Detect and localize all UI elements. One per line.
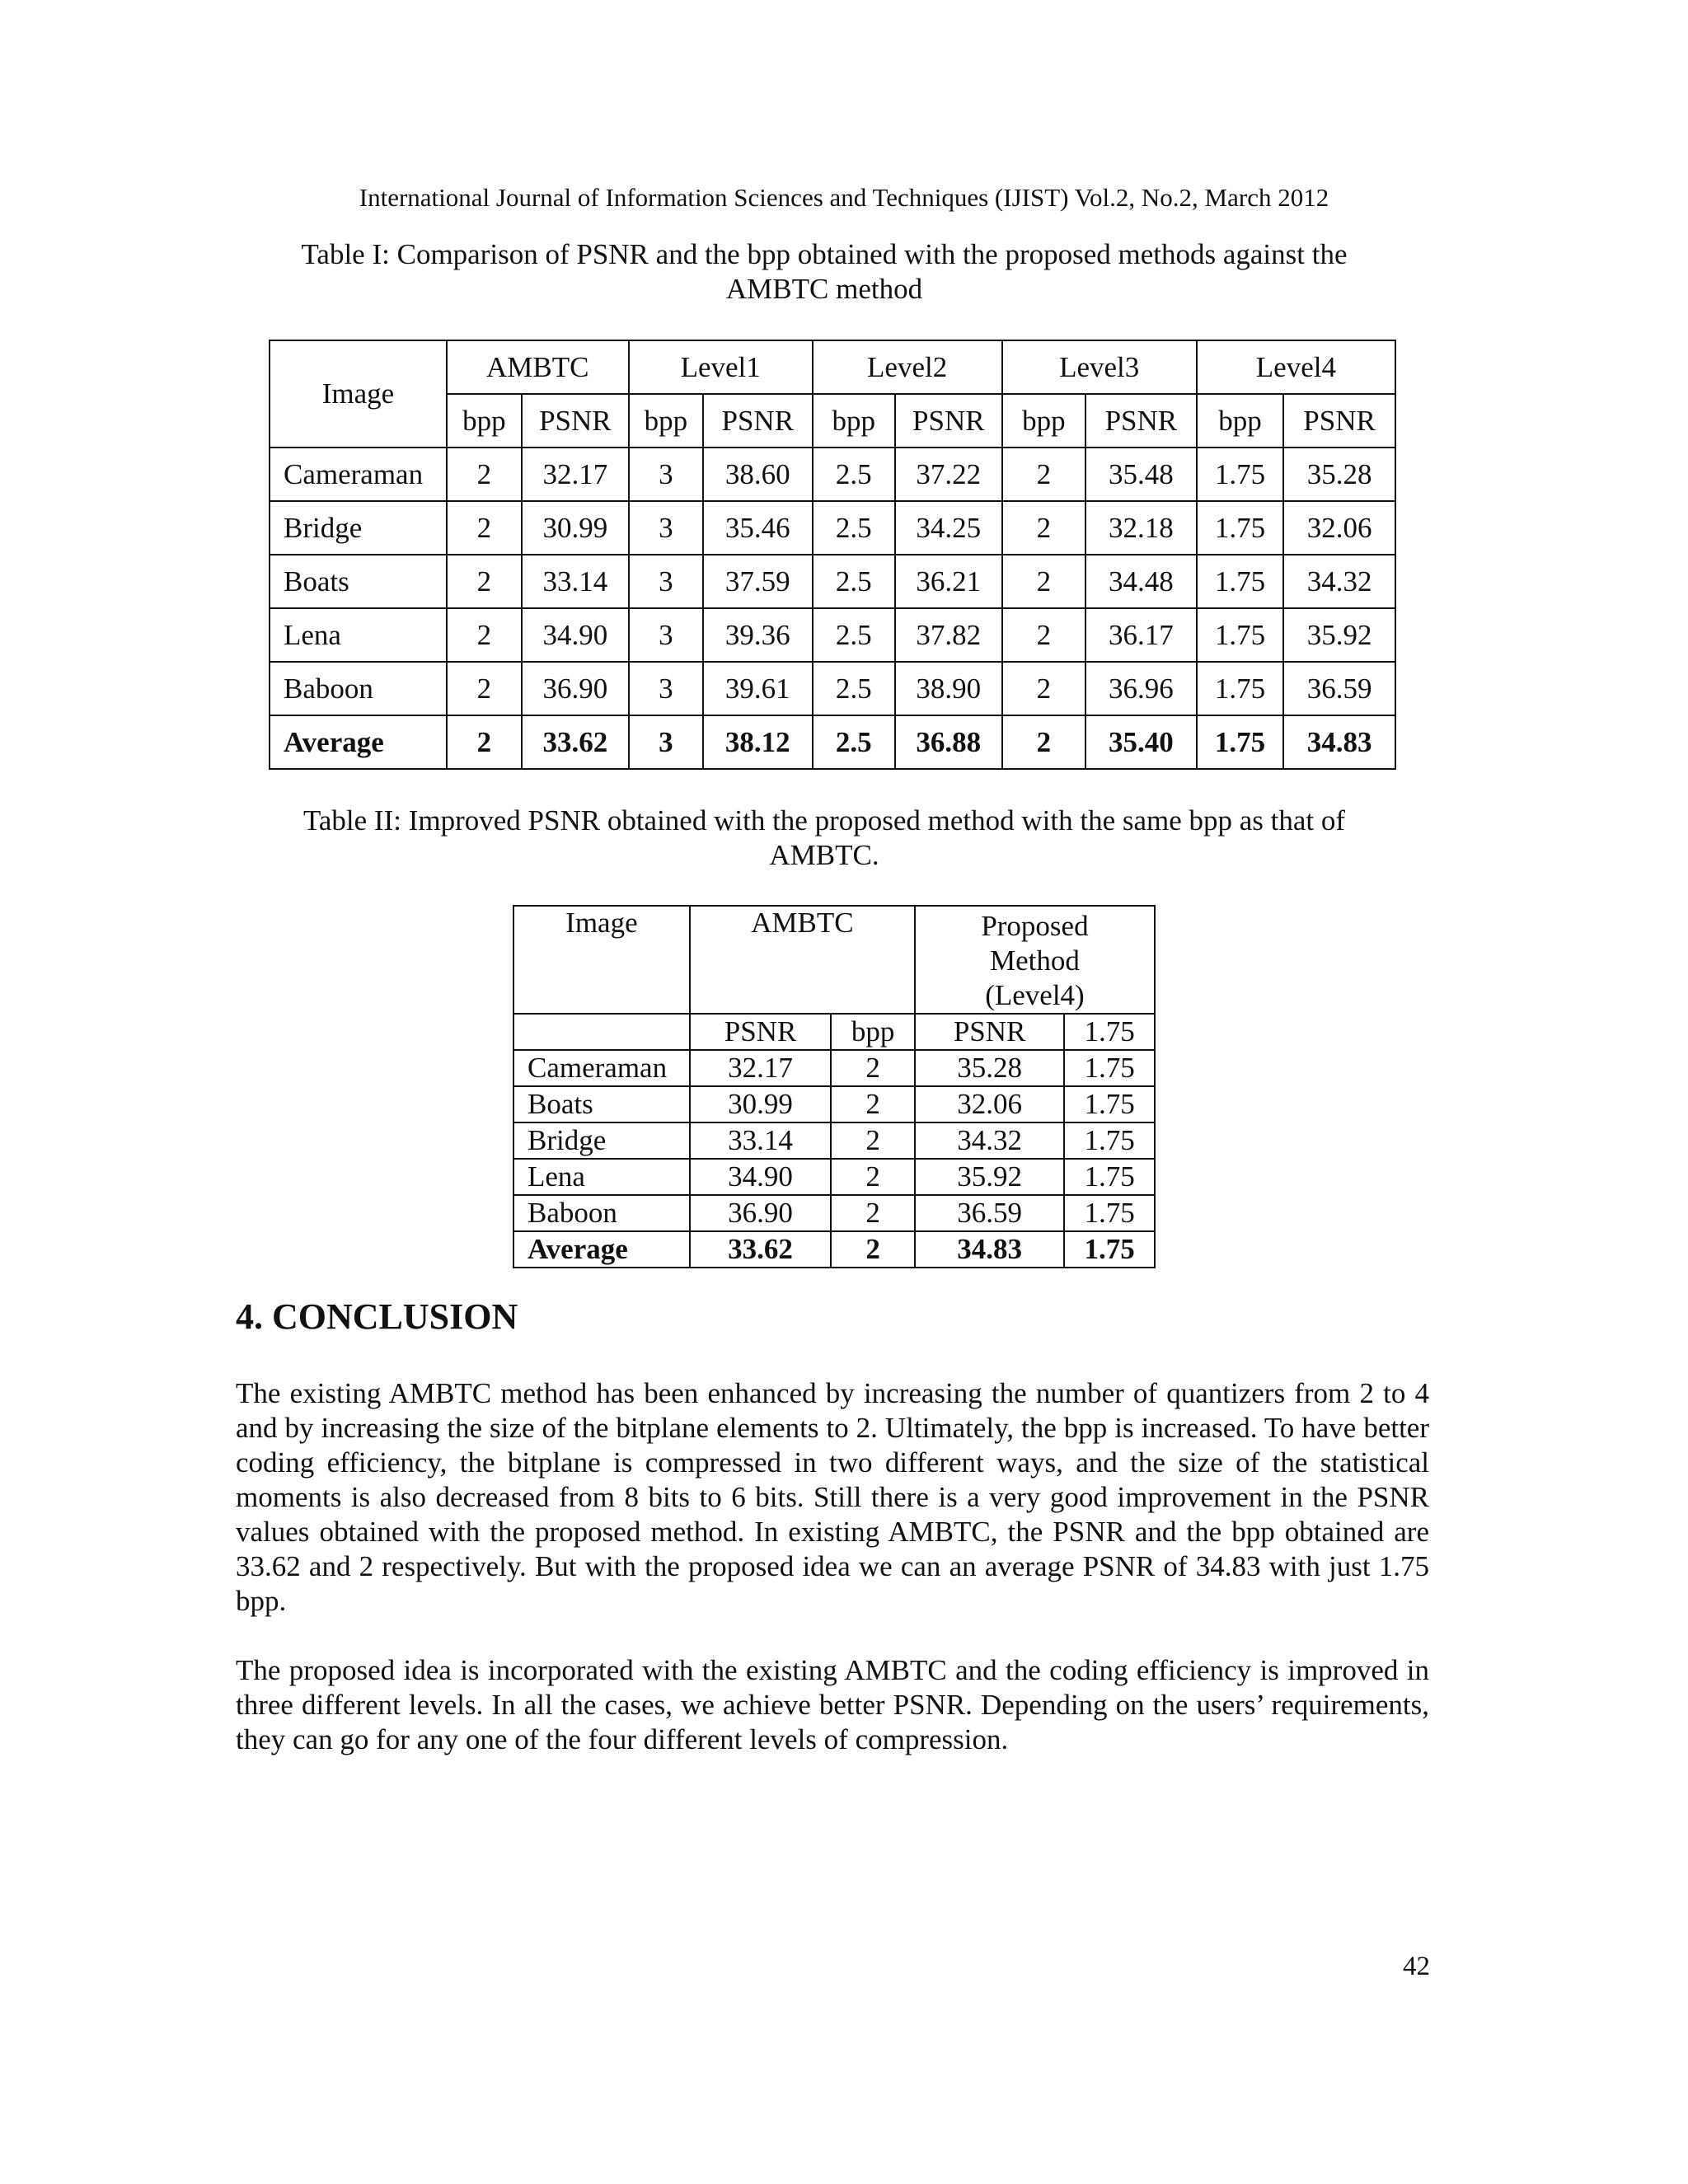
table1-group-header: AMBTC xyxy=(447,340,629,394)
table1-cell: 32.17 xyxy=(522,448,629,501)
page-number: 42 xyxy=(1403,1952,1430,1981)
table1-subheader: PSNR xyxy=(1283,394,1395,448)
conclusion-paragraph: The proposed idea is incorporated with the existing AMBTC and the coding efficiency is improved in three different levels. In all the cases, we achieve better PSNR. Depending on the users’ requirements, they can go for any one of the four different levels of compression. xyxy=(236,1654,1429,1755)
table1-cell: 38.90 xyxy=(895,662,1002,715)
table1-subheader: PSNR xyxy=(895,394,1002,448)
table1-group-header: Level1 xyxy=(629,340,813,394)
table1-cell: 35.92 xyxy=(1283,608,1395,662)
table1-cell: 2 xyxy=(447,555,522,608)
table1-group-header: Level2 xyxy=(813,340,1002,394)
table2-cell: 33.14 xyxy=(690,1122,831,1159)
table1-row-baboon xyxy=(270,662,1395,715)
table2-cell: 36.59 xyxy=(915,1195,1064,1231)
table1-cell: 2 xyxy=(1002,501,1085,555)
table2-row-cameraman xyxy=(513,1050,1155,1086)
table1-cell: 35.40 xyxy=(1085,715,1197,769)
table2-proposed-header-line: Proposed xyxy=(981,910,1089,942)
table2-subheader xyxy=(513,1014,690,1050)
table1-cell: 2.5 xyxy=(813,662,895,715)
table1-cell: 2.5 xyxy=(813,555,895,608)
table1-caption: Table I: Comparison of PSNR and the bpp obtained with the proposed methods against the AMBTC method xyxy=(301,238,1348,305)
table1-cell: 34.48 xyxy=(1085,555,1197,608)
table1-cell: 38.12 xyxy=(703,715,813,769)
table1-image-cell: Average xyxy=(270,715,447,769)
table1-image-cell: Lena xyxy=(270,608,447,662)
table1-cell: 3 xyxy=(629,448,703,501)
table2-caption: Table II: Improved PSNR obtained with the proposed method with the same bpp as that of AMBTC. xyxy=(302,804,1346,871)
table1-cell: 1.75 xyxy=(1197,715,1283,769)
table2-row-lena xyxy=(513,1159,1155,1195)
table1-image-cell: Baboon xyxy=(270,662,447,715)
table1-cell: 34.32 xyxy=(1283,555,1395,608)
table1-image-cell: Bridge xyxy=(270,501,447,555)
table1-header-row-groups xyxy=(270,340,1395,394)
table1-cell: 36.96 xyxy=(1085,662,1197,715)
table2-proposed-header-line: (Level4) xyxy=(985,979,1085,1011)
table1 xyxy=(269,340,1396,770)
table1-cell: 2 xyxy=(1002,608,1085,662)
table1-subheader: bpp xyxy=(629,394,703,448)
table1-cell: 2 xyxy=(447,501,522,555)
table1-cell: 2.5 xyxy=(813,448,895,501)
table2-header-row-groups xyxy=(513,906,1155,1014)
table2-subheader: PSNR xyxy=(915,1014,1064,1050)
table2-proposed-header xyxy=(915,906,1155,1014)
table2-cell: 1.75 xyxy=(1064,1195,1155,1231)
table1-subheader: bpp xyxy=(1197,394,1283,448)
table1-row-bridge xyxy=(270,501,1395,555)
table2-cell: 1.75 xyxy=(1064,1086,1155,1122)
table2-row-baboon xyxy=(513,1195,1155,1231)
table1-cell: 3 xyxy=(629,555,703,608)
table1-subheader: bpp xyxy=(813,394,895,448)
table2-cell: 35.92 xyxy=(915,1159,1064,1195)
table2-cell: 2 xyxy=(831,1086,915,1122)
table1-cell: 1.75 xyxy=(1197,501,1283,555)
table1-cell: 36.21 xyxy=(895,555,1002,608)
table1-cell: 1.75 xyxy=(1197,662,1283,715)
table1-cell: 2 xyxy=(447,715,522,769)
table1-row-average xyxy=(270,715,1395,769)
table2-row-bridge xyxy=(513,1122,1155,1159)
table2-cell: 36.90 xyxy=(690,1195,831,1231)
table1-cell: 1.75 xyxy=(1197,608,1283,662)
table1-subheader: PSNR xyxy=(1085,394,1197,448)
table1-cell: 2.5 xyxy=(813,715,895,769)
table1-cell: 3 xyxy=(629,608,703,662)
table2-cell: 1.75 xyxy=(1064,1050,1155,1086)
table1-cell: 32.06 xyxy=(1283,501,1395,555)
table1-group-header: Level3 xyxy=(1002,340,1197,394)
table1-cell: 33.14 xyxy=(522,555,629,608)
table1-subheader: PSNR xyxy=(522,394,629,448)
table1-cell: 3 xyxy=(629,501,703,555)
table2-cell: 2 xyxy=(831,1050,915,1086)
table1-cell: 2 xyxy=(447,662,522,715)
table2-image-cell: Cameraman xyxy=(513,1050,690,1086)
table1-cell: 39.36 xyxy=(703,608,813,662)
table1-cell: 36.90 xyxy=(522,662,629,715)
table2-image-cell: Boats xyxy=(513,1086,690,1122)
table1-cell: 37.22 xyxy=(895,448,1002,501)
table2-image-cell: Baboon xyxy=(513,1195,690,1231)
table1-cell: 2 xyxy=(1002,662,1085,715)
table2-cell: 33.62 xyxy=(690,1231,831,1268)
table1-cell: 3 xyxy=(629,715,703,769)
table1-image-cell: Boats xyxy=(270,555,447,608)
table2-subheader: PSNR xyxy=(690,1014,831,1050)
table2 xyxy=(513,905,1156,1268)
table2-image-cell: Lena xyxy=(513,1159,690,1195)
table1-cell: 33.62 xyxy=(522,715,629,769)
table1-cell: 37.82 xyxy=(895,608,1002,662)
table2-cell: 2 xyxy=(831,1195,915,1231)
table1-subheader: bpp xyxy=(447,394,522,448)
table2-cell: 30.99 xyxy=(690,1086,831,1122)
table2-row-boats xyxy=(513,1086,1155,1122)
table1-cell: 36.59 xyxy=(1283,662,1395,715)
table1-cell: 1.75 xyxy=(1197,448,1283,501)
table1-image-cell: Cameraman xyxy=(270,448,447,501)
table1-cell: 36.17 xyxy=(1085,608,1197,662)
table1-cell: 34.90 xyxy=(522,608,629,662)
table1-cell: 2 xyxy=(1002,448,1085,501)
table1-image-header: Image xyxy=(270,340,447,448)
table2-cell: 34.32 xyxy=(915,1122,1064,1159)
table1-subheader: bpp xyxy=(1002,394,1085,448)
table2-cell: 1.75 xyxy=(1064,1159,1155,1195)
table1-group-header: Level4 xyxy=(1197,340,1395,394)
table1-row-boats xyxy=(270,555,1395,608)
table2-image-cell: Bridge xyxy=(513,1122,690,1159)
table2-cell: 32.17 xyxy=(690,1050,831,1086)
table1-cell: 32.18 xyxy=(1085,501,1197,555)
table1-row-cameraman xyxy=(270,448,1395,501)
table2-cell: 2 xyxy=(831,1159,915,1195)
table2-image-cell: Average xyxy=(513,1231,690,1268)
table2-ambtc-header: AMBTC xyxy=(690,906,915,1014)
table1-cell: 2 xyxy=(447,608,522,662)
table1-cell: 3 xyxy=(629,662,703,715)
table1-cell: 35.48 xyxy=(1085,448,1197,501)
table1-cell: 30.99 xyxy=(522,501,629,555)
table2-proposed-header-line: Method xyxy=(990,944,1080,977)
table2-subheader: bpp xyxy=(831,1014,915,1050)
table2-cell: 35.28 xyxy=(915,1050,1064,1086)
running-header: International Journal of Information Sciences and Techniques (IJIST) Vol.2, No.2, March 2012 xyxy=(359,183,1329,212)
table2-subheader: 1.75 xyxy=(1064,1014,1155,1050)
table1-cell: 1.75 xyxy=(1197,555,1283,608)
table1-cell: 2.5 xyxy=(813,608,895,662)
table2-cell: 34.90 xyxy=(690,1159,831,1195)
table2-cell: 2 xyxy=(831,1122,915,1159)
table2-header-row-sub xyxy=(513,1014,1155,1050)
table2-cell: 2 xyxy=(831,1231,915,1268)
table1-cell: 2 xyxy=(1002,715,1085,769)
table1-cell: 39.61 xyxy=(703,662,813,715)
table2-image-header: Image xyxy=(513,906,690,1014)
conclusion-paragraph: The existing AMBTC method has been enhanced by increasing the number of quantizers from 2 to 4 and by increasing the size of the bitplane elements to 2. Ultimately, the bpp is increased. To have better coding efficiency, the bitplane is compressed in two different ways, and the size of the statistical moments is also decreased from 8 bits to 6 bits. Still there is a very good improvement in the PSNR values obtained with the proposed method. In existing AMBTC, the PSNR and the bpp obtained are 33.62 and 2 respectively. But with the proposed idea we can an average PSNR of 34.83 with just 1.75 bpp. xyxy=(236,1377,1429,1617)
table1-cell: 34.83 xyxy=(1283,715,1395,769)
table1-subheader: PSNR xyxy=(703,394,813,448)
table1-cell: 2.5 xyxy=(813,501,895,555)
table1-cell: 2 xyxy=(447,448,522,501)
table1-cell: 36.88 xyxy=(895,715,1002,769)
table1-cell: 2 xyxy=(1002,555,1085,608)
table1-cell: 35.28 xyxy=(1283,448,1395,501)
table1-cell: 35.46 xyxy=(703,501,813,555)
table2-cell: 34.83 xyxy=(915,1231,1064,1268)
table2-cell: 32.06 xyxy=(915,1086,1064,1122)
table1-cell: 38.60 xyxy=(703,448,813,501)
table2-row-average xyxy=(513,1231,1155,1268)
section-heading-conclusion: 4. CONCLUSION xyxy=(236,1296,518,1337)
table2-cell: 1.75 xyxy=(1064,1231,1155,1268)
table1-row-lena xyxy=(270,608,1395,662)
table1-cell: 37.59 xyxy=(703,555,813,608)
table2-cell: 1.75 xyxy=(1064,1122,1155,1159)
table1-cell: 34.25 xyxy=(895,501,1002,555)
